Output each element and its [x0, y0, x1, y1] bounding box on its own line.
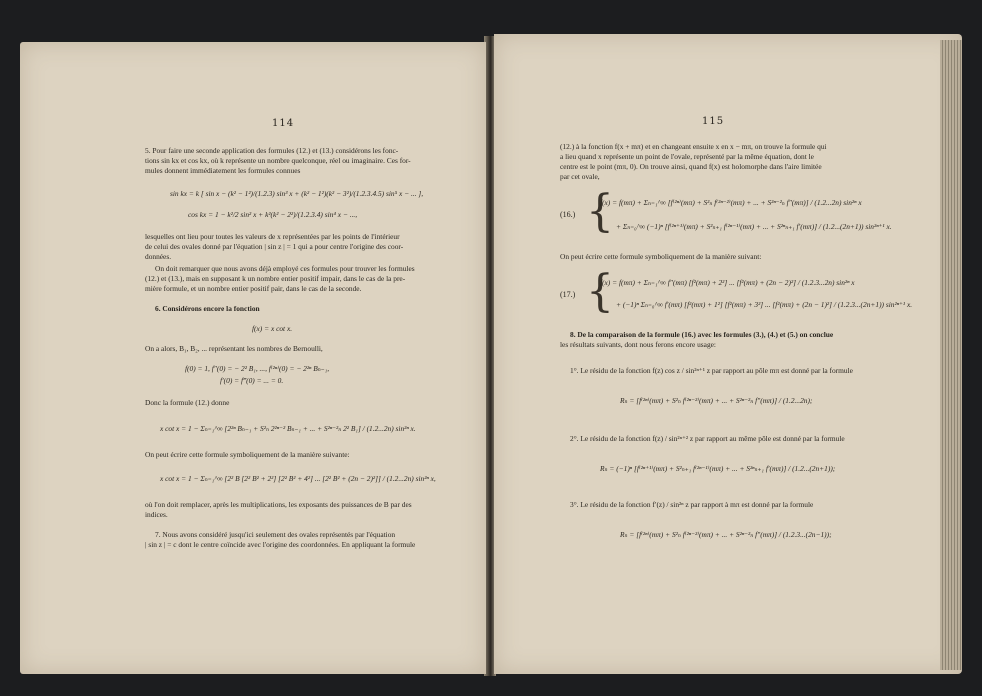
formula-cos-kx: cos kx = 1 − k²/2 sin² x + k²(k² − 2²)/(1.2.3.4) sin⁴ x − ..., [188, 210, 358, 219]
text-line: centre est le point (mπ, 0). On trouve ainsi, quand f(x) est holomorphe dans l'aire limitée [560, 162, 822, 171]
text-line: On peut écrire cette formule symboliquement de la manière suivante: [145, 450, 350, 459]
equation-label-17: (17.) [560, 290, 576, 299]
formula-16-line2: + Σₙ₌₀^∞ (−1)ⁿ [f⁽²ⁿ⁺¹⁾(mπ) + S²ₙ₊₁ f⁽²ⁿ⁻¹⁾(mπ) + ... + S²ⁿₙ₊₁ f′(mπ)] / (1.2...(2n+1)) sin²ⁿ⁺¹ x. [616, 222, 892, 231]
section-heading: 6. Considérons encore la fonction [155, 304, 260, 313]
text-line: Donc la formule (12.) donne [145, 398, 230, 407]
text-line: 5. Pour faire une seconde application des formules (12.) et (13.) considérons les fonc- [145, 146, 399, 155]
text-line: 7. Nous avons considéré jusqu'ici seulement des ovales représentés par l'équation [155, 530, 396, 539]
text-line: a lieu quand x représente un point de l'ovale, représenté par la même équation, dont le [560, 152, 814, 161]
text-line: les résultats suivants, dont nous ferons encore usage: [560, 340, 716, 349]
formula-xcotx: x cot x = 1 − Σₙ₌₁^∞ [2²ⁿ Bₙ₋₁ + S²ₙ 2²ⁿ⁻² Bₙ₋₁ + ... + S²ⁿ⁻²ₙ 2² B₁] / (1.2...2n) sin²ⁿ x. [160, 424, 416, 433]
text-line: indices. [145, 510, 168, 519]
text-line: mière formule, et un nombre entier positif pair, dans le cas de la seconde. [145, 284, 362, 293]
brace-16: { [586, 186, 614, 237]
text-line: (12.) à la fonction f(x + mπ) et en changeant ensuite x en x − mπ, on trouve la formule qui [560, 142, 827, 151]
page-number: 114 [272, 118, 295, 129]
formula-f-def: f(x) = x cot x. [252, 324, 293, 333]
formula-odd-derivatives: f′(0) = f‴(0) = ... = 0. [220, 376, 284, 385]
text-line: 8. De la comparaison de la formule (16.) avec les formules (3.), (4.) et (5.) on conclue [570, 330, 834, 339]
page-number: 115 [702, 116, 725, 127]
text-line: par cet ovale, [560, 172, 600, 181]
text-line: On doit remarquer que nous avons déjà employé ces formules pour trouver les formules [155, 264, 415, 273]
text-line: lesquelles ont lieu pour toutes les valeurs de x représentées par les points de l'intérieur [145, 232, 400, 241]
formula-16-line1: f(x) = f(mπ) + Σₙ₌₁^∞ [f⁽²ⁿ⁾(mπ) + S²ₙ f⁽²ⁿ⁻²⁾(mπ) + ... + S²ⁿ⁻²ₙ f″(mπ)] / (1.2...2n) sin²ⁿ x [600, 198, 862, 207]
text-line: | sin z | = c dont le centre coïncide avec l'origine des coordonnées. En appliquant la formule [145, 540, 416, 549]
text-line: mules donnent immédiatement les formules connues [145, 166, 301, 175]
text-line: tions sin kx et cos kx, où k représente un nombre quelconque, réel ou imaginaire. Ces for- [145, 156, 411, 165]
formula-residue-1: Rₙ = [f⁽²ⁿ⁾(mπ) + S²ₙ f⁽²ⁿ⁻²⁾(mπ) + ... + S²ⁿ⁻²ₙ f″(mπ)] / (1.2...2n); [620, 396, 813, 405]
brace-17: { [586, 266, 614, 317]
text-line: données. [145, 252, 172, 261]
text-line: 2°. Le résidu de la fonction f(z) / sin²ⁿ⁺² z par rapport au même pôle est donné par la formule [570, 434, 845, 443]
formula-residue-3: Rₙ = [f⁽²ⁿ⁾(mπ) + S²ₙ f⁽²ⁿ⁻²⁾(mπ) + ... + S²ⁿ⁻²ₙ f″(mπ)] / (1.2.3...(2n−1)); [620, 530, 832, 539]
text-line: 1°. Le résidu de la fonction f(z) cos z / sin²ⁿ⁺¹ z par rapport au pôle mπ est donné par la formule [570, 366, 853, 375]
left-page [20, 42, 486, 674]
text-line: de celui des ovales donné par l'équation | sin z | = 1 qui a pour centre l'origine des coor- [145, 242, 404, 251]
formula-derivatives: f(0) = 1, f″(0) = − 2² B₁, ..., f⁽²ⁿ⁾(0) = − 2²ⁿ Bₙ₋₁, [185, 364, 330, 373]
equation-label-16: (16.) [560, 210, 576, 219]
text-line: (12.) et (13.), mais en supposant k un nombre entier positif impair, dans le cas de la pre- [145, 274, 406, 283]
right-page [494, 34, 962, 674]
text-line: On a alors, B₁, B₂, ... représentant les nombres de Bernoulli, [145, 344, 323, 353]
formula-sin-kx: sin kx = k [ sin x − (k² − 1²)/(1.2.3) sin³ x + (k² − 1²)(k² − 3²)/(1.2.3.4.5) sin⁵ x − ... ], [170, 189, 424, 198]
formula-xcotx-symbolic: x cot x = 1 − Σₙ₌₁^∞ [2² B [2² B² + 2²] [2² B² + 4²] ... [2² B² + (2n − 2)²]] / (1.2...2n) sin²ⁿ x, [160, 474, 436, 483]
formula-17-line2: + (−1)ⁿ Σₙ₌₀^∞ f′(mπ) [f²(mπ) + 1²] [f²(mπ) + 3²] ... [f²(mπ) + (2n − 1)²] / (1.2.3...(2n+1)) sin²ⁿ⁺¹ x. [616, 300, 913, 309]
page-edges [940, 40, 962, 670]
formula-residue-2: Rₙ = (−1)ⁿ [f⁽²ⁿ⁺¹⁾(mπ) + S²ₙ₊₁ f⁽²ⁿ⁻¹⁾(mπ) + ... + S²ⁿₙ₊₁ f′(mπ)] / (1.2...(2n+1)); [600, 464, 836, 473]
text-line: On peut écrire cette formule symboliquement de la manière suivant: [560, 252, 762, 261]
formula-17-line1: f(x) = f(mπ) + Σₙ₌₁^∞ f″(mπ) [f²(mπ) + 2²] ... [f²(mπ) + (2n − 2)²] / (1.2.3...2n) sin²ⁿ x [600, 278, 855, 287]
text-line: où l'on doit remplacer, après les multiplications, les exposants des puissances de B par des [145, 500, 412, 509]
text-line: 3°. Le résidu de la fonction f′(z) / sin²ⁿ z par rapport à mπ est donné par la formule [570, 500, 814, 509]
